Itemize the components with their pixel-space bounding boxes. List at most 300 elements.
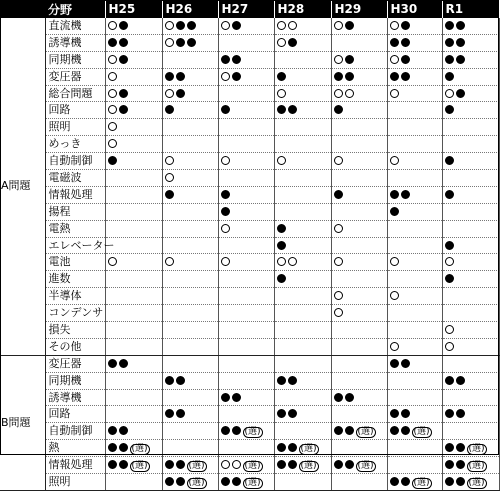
year-cell — [387, 355, 442, 372]
filled-circle-icon — [232, 72, 241, 81]
year-cell — [331, 423, 387, 440]
filled-circle-icon — [456, 38, 465, 47]
year-cell — [162, 203, 218, 220]
year-cell — [274, 136, 331, 153]
year-cell — [387, 406, 442, 423]
year-cell — [387, 322, 442, 339]
year-cell — [105, 254, 162, 271]
filled-circle-icon — [176, 38, 185, 47]
filled-circle-icon — [277, 274, 286, 283]
filled-circle-icon — [119, 359, 128, 368]
year-cell — [162, 457, 218, 474]
year-cell — [105, 372, 162, 389]
filled-circle-icon — [445, 72, 454, 81]
year-cell — [387, 18, 442, 34]
table-row — [0, 220, 499, 237]
table-row — [0, 136, 499, 153]
header-year-h29: H29 — [331, 0, 387, 18]
filled-circle-icon — [277, 241, 286, 250]
year-cell — [218, 355, 274, 372]
year-cell — [105, 68, 162, 85]
year-cell — [442, 186, 499, 203]
year-cell — [218, 474, 274, 491]
filled-circle-icon — [108, 443, 117, 452]
year-cell — [274, 406, 331, 423]
open-circle-icon — [221, 72, 230, 81]
table-row — [0, 440, 499, 457]
filled-circle-icon — [277, 224, 286, 233]
year-cell — [274, 68, 331, 85]
year-cell — [105, 203, 162, 220]
year-cell — [274, 85, 331, 102]
year-cell — [387, 254, 442, 271]
year-cell — [105, 457, 162, 474]
open-circle-icon — [108, 55, 117, 64]
selective-mark: (選) — [300, 444, 317, 455]
year-cell — [387, 153, 442, 170]
year-cell — [218, 153, 274, 170]
open-circle-icon — [390, 156, 399, 165]
open-circle-icon — [445, 257, 454, 266]
filled-circle-icon — [390, 477, 399, 486]
filled-circle-icon — [221, 207, 230, 216]
open-circle-icon — [108, 89, 117, 98]
year-cell — [331, 372, 387, 389]
selective-mark: (選) — [300, 461, 317, 472]
table-row — [0, 186, 499, 203]
year-cell — [105, 18, 162, 34]
year-cell — [331, 136, 387, 153]
year-cell — [105, 389, 162, 406]
year-cell — [162, 153, 218, 170]
table-row — [0, 203, 499, 220]
selective-mark: (選) — [468, 461, 485, 472]
year-cell — [218, 136, 274, 153]
filled-circle-icon — [108, 38, 117, 47]
filled-circle-icon — [445, 409, 454, 418]
year-cell — [442, 119, 499, 136]
header-year-h30: H30 — [387, 0, 442, 18]
subject-cell: 照明 — [45, 119, 105, 136]
year-cell — [218, 406, 274, 423]
year-cell — [162, 186, 218, 203]
year-cell — [162, 254, 218, 271]
subject-cell: 照明 — [45, 474, 105, 491]
year-cell — [331, 186, 387, 203]
open-circle-icon — [390, 342, 399, 351]
year-cell — [105, 85, 162, 102]
year-cell — [218, 186, 274, 203]
selective-mark: (選) — [244, 461, 261, 472]
year-cell — [162, 136, 218, 153]
filled-circle-icon — [334, 105, 343, 114]
subject-cell: 自動制御 — [45, 423, 105, 440]
subject-cell: 電磁波 — [45, 170, 105, 187]
filled-circle-icon — [456, 409, 465, 418]
filled-circle-icon — [401, 190, 410, 199]
filled-circle-icon — [288, 376, 297, 385]
year-cell — [162, 338, 218, 355]
year-cell — [218, 237, 274, 254]
year-cell — [274, 288, 331, 305]
year-cell — [331, 355, 387, 372]
subject-cell: その他 — [45, 338, 105, 355]
year-cell — [162, 51, 218, 68]
filled-circle-icon — [334, 426, 343, 435]
year-cell — [442, 288, 499, 305]
year-cell — [162, 68, 218, 85]
year-cell — [162, 440, 218, 457]
year-cell — [274, 153, 331, 170]
table-row — [0, 85, 499, 102]
filled-circle-icon — [401, 409, 410, 418]
open-circle-icon — [334, 224, 343, 233]
selective-mark: (選) — [413, 477, 430, 488]
filled-circle-icon — [390, 207, 399, 216]
year-cell — [442, 322, 499, 339]
selective-mark: (選) — [468, 444, 485, 455]
table-row — [0, 389, 499, 406]
year-cell — [105, 51, 162, 68]
header-year-h26: H26 — [162, 0, 218, 18]
subject-cell: 半導体 — [45, 288, 105, 305]
year-cell — [331, 34, 387, 51]
filled-circle-icon — [176, 89, 185, 98]
filled-circle-icon — [176, 21, 185, 30]
header-year-h25: H25 — [105, 0, 162, 18]
filled-circle-icon — [345, 72, 354, 81]
year-cell — [442, 153, 499, 170]
filled-circle-icon — [119, 89, 128, 98]
year-cell — [331, 203, 387, 220]
filled-circle-icon — [445, 55, 454, 64]
filled-circle-icon — [445, 477, 454, 486]
year-cell — [162, 474, 218, 491]
filled-circle-icon — [288, 105, 297, 114]
year-cell — [105, 322, 162, 339]
table-row — [0, 271, 499, 288]
subject-cell: 誘導機 — [45, 34, 105, 51]
table-row — [0, 305, 499, 322]
filled-circle-icon — [401, 72, 410, 81]
year-cell — [274, 474, 331, 491]
year-cell — [387, 203, 442, 220]
year-cell — [442, 406, 499, 423]
year-cell — [331, 305, 387, 322]
open-circle-icon — [108, 105, 117, 114]
filled-circle-icon — [176, 72, 185, 81]
subject-cell: コンデンサ — [45, 305, 105, 322]
selective-mark: (選) — [131, 461, 148, 472]
filled-circle-icon — [221, 105, 230, 114]
year-cell — [387, 372, 442, 389]
filled-circle-icon — [390, 72, 399, 81]
year-cell — [331, 288, 387, 305]
filled-circle-icon — [401, 477, 410, 486]
open-circle-icon — [277, 89, 286, 98]
selective-mark: (選) — [244, 427, 261, 438]
year-cell — [331, 338, 387, 355]
year-cell — [331, 271, 387, 288]
open-circle-icon — [221, 156, 230, 165]
filled-circle-icon — [108, 426, 117, 435]
filled-circle-icon — [456, 89, 465, 98]
year-cell — [274, 338, 331, 355]
year-cell — [162, 34, 218, 51]
year-cell — [442, 271, 499, 288]
open-circle-icon — [165, 257, 174, 266]
filled-circle-icon — [334, 393, 343, 402]
filled-circle-icon — [345, 21, 354, 30]
year-cell — [274, 203, 331, 220]
filled-circle-icon — [119, 38, 128, 47]
subject-cell: 誘導機 — [45, 389, 105, 406]
year-cell — [218, 254, 274, 271]
year-cell — [274, 18, 331, 34]
year-cell — [162, 18, 218, 34]
open-circle-icon — [277, 21, 286, 30]
year-cell — [442, 18, 499, 34]
filled-circle-icon — [445, 443, 454, 452]
year-cell — [442, 237, 499, 254]
year-cell — [387, 85, 442, 102]
table-row — [0, 288, 499, 305]
year-cell — [331, 85, 387, 102]
filled-circle-icon — [108, 460, 117, 469]
year-cell — [162, 85, 218, 102]
subject-cell: エレベーター — [45, 237, 105, 254]
filled-circle-icon — [187, 21, 196, 30]
table-row — [0, 322, 499, 339]
year-cell — [218, 457, 274, 474]
filled-circle-icon — [445, 460, 454, 469]
subject-cell: 同期機 — [45, 51, 105, 68]
year-cell — [218, 372, 274, 389]
year-cell — [274, 355, 331, 372]
year-cell — [105, 119, 162, 136]
year-cell — [387, 338, 442, 355]
year-cell — [162, 389, 218, 406]
year-cell — [274, 34, 331, 51]
year-cell — [387, 186, 442, 203]
year-cell — [331, 119, 387, 136]
year-cell — [387, 170, 442, 187]
open-circle-icon — [108, 122, 117, 131]
filled-circle-icon — [445, 241, 454, 250]
year-cell — [162, 271, 218, 288]
filled-circle-icon — [108, 156, 117, 165]
table-row — [0, 474, 499, 491]
year-cell — [105, 406, 162, 423]
year-cell — [105, 338, 162, 355]
year-cell — [274, 237, 331, 254]
table-row — [0, 237, 499, 254]
year-cell — [274, 51, 331, 68]
open-circle-icon — [165, 173, 174, 182]
filled-circle-icon — [456, 460, 465, 469]
year-cell — [387, 34, 442, 51]
open-circle-icon — [221, 224, 230, 233]
year-cell — [162, 372, 218, 389]
open-circle-icon — [108, 21, 117, 30]
filled-circle-icon — [176, 376, 185, 385]
year-cell — [218, 440, 274, 457]
filled-circle-icon — [456, 55, 465, 64]
year-cell — [105, 220, 162, 237]
year-cell — [274, 389, 331, 406]
filled-circle-icon — [119, 105, 128, 114]
open-circle-icon — [277, 257, 286, 266]
filled-circle-icon — [108, 359, 117, 368]
year-cell — [218, 322, 274, 339]
year-cell — [331, 153, 387, 170]
subject-cell: めっき — [45, 136, 105, 153]
filled-circle-icon — [288, 409, 297, 418]
year-cell — [442, 389, 499, 406]
filled-circle-icon — [187, 38, 196, 47]
year-cell — [105, 305, 162, 322]
filled-circle-icon — [445, 376, 454, 385]
year-cell — [331, 457, 387, 474]
year-cell — [387, 457, 442, 474]
filled-circle-icon — [345, 393, 354, 402]
year-cell — [162, 119, 218, 136]
filled-circle-icon — [221, 477, 230, 486]
table-row — [0, 338, 499, 355]
selective-mark: (選) — [188, 477, 205, 488]
year-cell — [442, 338, 499, 355]
year-cell — [442, 102, 499, 119]
year-cell — [105, 288, 162, 305]
year-cell — [218, 389, 274, 406]
year-cell — [274, 457, 331, 474]
filled-circle-icon — [345, 460, 354, 469]
year-cell — [331, 102, 387, 119]
filled-circle-icon — [401, 359, 410, 368]
filled-circle-icon — [119, 55, 128, 64]
subject-cell: 直流機 — [45, 18, 105, 34]
open-circle-icon — [390, 257, 399, 266]
year-cell — [442, 51, 499, 68]
year-cell — [274, 186, 331, 203]
selective-mark: (選) — [357, 427, 374, 438]
year-cell — [218, 288, 274, 305]
year-cell — [105, 153, 162, 170]
open-circle-icon — [288, 21, 297, 30]
filled-circle-icon — [165, 190, 174, 199]
filled-circle-icon — [221, 190, 230, 199]
filled-circle-icon — [165, 105, 174, 114]
filled-circle-icon — [288, 460, 297, 469]
filled-circle-icon — [390, 409, 399, 418]
table-body — [0, 18, 499, 490]
year-cell — [387, 102, 442, 119]
filled-circle-icon — [445, 274, 454, 283]
subject-cell: 同期機 — [45, 372, 105, 389]
filled-circle-icon — [277, 376, 286, 385]
year-cell — [218, 34, 274, 51]
year-cell — [162, 355, 218, 372]
year-cell — [331, 406, 387, 423]
year-cell — [274, 305, 331, 322]
year-cell — [105, 34, 162, 51]
year-cell — [387, 305, 442, 322]
open-circle-icon — [165, 89, 174, 98]
open-circle-icon — [334, 55, 343, 64]
filled-circle-icon — [176, 409, 185, 418]
selective-mark: (選) — [131, 444, 148, 455]
filled-circle-icon — [277, 409, 286, 418]
year-cell — [442, 355, 499, 372]
filled-circle-icon — [390, 359, 399, 368]
year-cell — [387, 136, 442, 153]
open-circle-icon — [334, 291, 343, 300]
open-circle-icon — [277, 156, 286, 165]
year-cell — [105, 271, 162, 288]
open-circle-icon — [221, 21, 230, 30]
year-cell — [387, 389, 442, 406]
filled-circle-icon — [165, 460, 174, 469]
subject-cell: 回路 — [45, 406, 105, 423]
year-cell — [442, 423, 499, 440]
filled-circle-icon — [277, 72, 286, 81]
table-row — [0, 355, 499, 372]
subject-cell: 自動制御 — [45, 153, 105, 170]
open-circle-icon — [334, 308, 343, 317]
filled-circle-icon — [165, 477, 174, 486]
filled-circle-icon — [165, 409, 174, 418]
filled-circle-icon — [221, 55, 230, 64]
year-cell — [274, 322, 331, 339]
year-cell — [105, 355, 162, 372]
year-cell — [442, 254, 499, 271]
year-cell — [274, 254, 331, 271]
year-cell — [331, 254, 387, 271]
year-cell — [442, 68, 499, 85]
year-cell — [218, 271, 274, 288]
header-year-h27: H27 — [218, 0, 274, 18]
table-row — [0, 170, 499, 187]
subject-cell: 揚程 — [45, 203, 105, 220]
year-cell — [387, 220, 442, 237]
year-cell — [274, 220, 331, 237]
filled-circle-icon — [334, 72, 343, 81]
open-circle-icon — [165, 21, 174, 30]
filled-circle-icon — [288, 38, 297, 47]
open-circle-icon — [108, 139, 117, 148]
filled-circle-icon — [165, 72, 174, 81]
table-row — [0, 102, 499, 119]
filled-circle-icon — [119, 426, 128, 435]
year-cell — [218, 220, 274, 237]
year-cell — [387, 271, 442, 288]
subject-cell: 熱 — [45, 440, 105, 457]
year-cell — [162, 220, 218, 237]
selective-mark: (選) — [413, 427, 430, 438]
year-cell — [442, 34, 499, 51]
open-circle-icon — [445, 342, 454, 351]
filled-circle-icon — [456, 443, 465, 452]
open-circle-icon — [334, 156, 343, 165]
year-cell — [218, 305, 274, 322]
table-row — [0, 68, 499, 85]
year-cell — [218, 119, 274, 136]
open-circle-icon — [232, 460, 241, 469]
year-cell — [162, 322, 218, 339]
year-cell — [442, 457, 499, 474]
selective-mark: (選) — [468, 477, 485, 488]
table-row — [0, 153, 499, 170]
